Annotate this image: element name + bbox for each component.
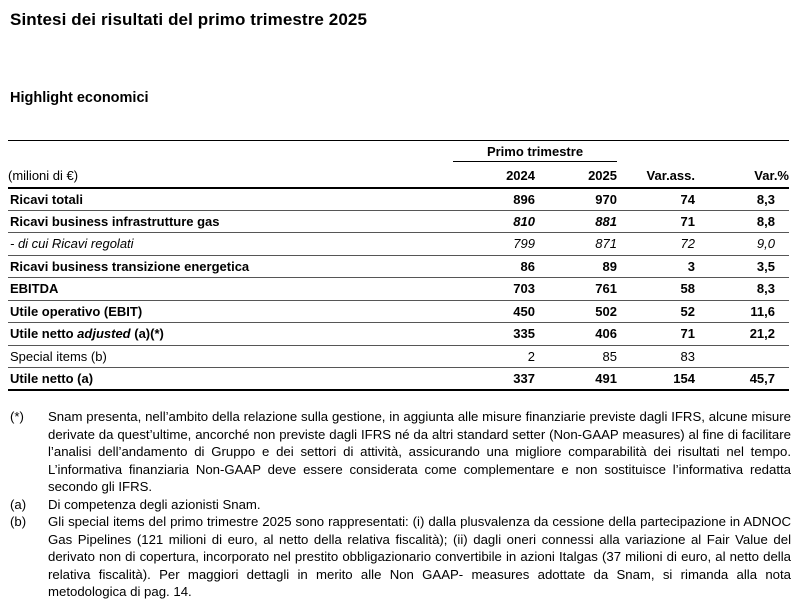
cell-var-abs: 72 bbox=[680, 236, 695, 252]
cell-var-abs: 71 bbox=[680, 213, 695, 229]
cell-var-abs: 154 bbox=[673, 371, 695, 386]
column-header-var-abs: Var.ass. bbox=[646, 167, 695, 183]
cell-2024: 799 bbox=[513, 236, 535, 252]
table-row-utile-netto-adjusted bbox=[8, 323, 789, 346]
column-header-2024: 2024 bbox=[506, 167, 535, 183]
cell-2025: 970 bbox=[595, 191, 617, 207]
cell-2024: 335 bbox=[513, 326, 535, 342]
cell-2025: 406 bbox=[595, 326, 617, 342]
cell-var-abs: 83 bbox=[680, 348, 695, 364]
cell-2025: 881 bbox=[595, 213, 617, 229]
cell-var-abs: 58 bbox=[680, 281, 695, 297]
cell-var-pct: 3,5 bbox=[756, 258, 775, 274]
cell-2024: 896 bbox=[513, 191, 535, 207]
label-adjusted: adjusted bbox=[77, 326, 131, 342]
footnote-text: Di competenza degli azionisti Snam. bbox=[48, 496, 261, 512]
cell-2024: 703 bbox=[513, 281, 535, 297]
cell-2024: 86 bbox=[520, 258, 535, 274]
table-row-ricavi-regolati bbox=[8, 233, 789, 256]
footnote-azionisti bbox=[10, 496, 791, 514]
cell-var-pct: 8,3 bbox=[756, 191, 775, 207]
cell-var-pct bbox=[695, 345, 789, 368]
spacer-cell bbox=[695, 141, 789, 162]
table-group-header-row bbox=[8, 141, 789, 162]
table-row-ricavi-transizione-energetica bbox=[8, 255, 789, 278]
row-label: - di cui Ricavi regolati bbox=[10, 236, 134, 252]
column-header-2025: 2025 bbox=[588, 167, 617, 183]
label-suffix: (a)(*) bbox=[130, 326, 164, 342]
cell-var-pct: 21,2 bbox=[749, 326, 775, 342]
cell-var-abs: 52 bbox=[680, 303, 695, 319]
footnote-marker: (*) bbox=[10, 409, 24, 424]
cell-var-pct: 9,0 bbox=[756, 236, 775, 252]
cell-2025: 871 bbox=[595, 236, 617, 252]
footnote-special-items bbox=[10, 513, 791, 601]
cell-var-pct: 8,8 bbox=[756, 213, 775, 229]
cell-var-abs: 3 bbox=[687, 258, 695, 274]
page-title: Sintesi dei risultati del primo trimestre 2025 bbox=[10, 10, 368, 29]
row-label: EBITDA bbox=[10, 281, 59, 297]
group-header-primo-trimestre: Primo trimestre bbox=[453, 141, 617, 162]
cell-2024: 450 bbox=[513, 303, 535, 319]
spacer-cell bbox=[617, 141, 695, 162]
row-label: Utile operativo (EBIT) bbox=[10, 303, 143, 319]
column-header-var-pct: Var.% bbox=[754, 167, 789, 183]
table-row-special-items bbox=[8, 345, 789, 368]
cell-var-pct: 8,3 bbox=[756, 281, 775, 297]
footnote-marker: (b) bbox=[10, 514, 27, 529]
row-label: Special items (b) bbox=[10, 348, 107, 364]
cell-2025: 502 bbox=[595, 303, 617, 319]
row-label: Ricavi business transizione energetica bbox=[10, 258, 250, 274]
cell-2024: 810 bbox=[513, 213, 535, 229]
footnote-marker: (a) bbox=[10, 496, 27, 512]
footnotes-section bbox=[10, 408, 791, 601]
row-label: Ricavi business infrastrutture gas bbox=[10, 213, 220, 229]
table-row-utile-operativo-ebit bbox=[8, 300, 789, 323]
cell-2024: 337 bbox=[513, 371, 535, 386]
row-label bbox=[8, 323, 453, 346]
table-column-header-row bbox=[8, 162, 789, 188]
label-prefix: Utile netto bbox=[10, 326, 78, 342]
results-table bbox=[8, 140, 789, 391]
cell-2025: 491 bbox=[595, 371, 617, 386]
row-label: Utile netto (a) bbox=[10, 371, 94, 386]
cell-2025: 85 bbox=[602, 348, 617, 364]
unit-label: (milioni di €) bbox=[8, 167, 79, 183]
spacer-cell bbox=[8, 141, 453, 162]
cell-var-abs: 71 bbox=[680, 326, 695, 342]
cell-var-abs: 74 bbox=[680, 191, 695, 207]
table-row-utile-netto bbox=[8, 368, 789, 391]
table-row-ebitda bbox=[8, 278, 789, 301]
cell-2025: 89 bbox=[602, 258, 617, 274]
cell-var-pct: 11,6 bbox=[750, 303, 775, 319]
cell-2025: 761 bbox=[595, 281, 617, 297]
cell-2024: 2 bbox=[527, 348, 535, 364]
cell-var-pct: 45,7 bbox=[749, 371, 775, 386]
footnote-text: Snam presenta, nell’ambito della relazione sulla gestione, in aggiunta alle misure finanziarie previste dagli IFRS, alcune misure derivate da quest’ultime, ancorché non previste dagli IFRS né da altri standard setter (Non-GAAP measures) al fine di facilitare l’analisi dell’andamento di Gruppo e dei settori di attività, assicurando una migliore comparabilità dei risultati nel tempo. L’informativa finanziaria Non-GAAP deve essere considerata come complementare e non sostituisce l’informativa redatta secondo gli IFRS. bbox=[48, 409, 791, 494]
footnote-text: Gli special items del primo trimestre 2025 sono rappresentati: (i) dalla plusvalenza da cessione della partecipazione in ADNOC Gas Pipelines (121 milioni di euro, al netto della relativa fiscalità); (ii) dagli oneri connessi alla variazione al Fair Value del derivato non di copertura, incorporato nel prestito obbligazionario convertibile in azioni Italgas (37 milioni di euro, al netto della relativa fiscalità). Per maggiori dettagli in merito alle Non GAAP- measures adottate da Snam, si rimanda alla nota metodologica di pag. 14. bbox=[48, 514, 791, 599]
table-row-ricavi-infrastrutture-gas bbox=[8, 210, 789, 233]
footnote-non-gaap bbox=[10, 408, 791, 496]
row-label: Ricavi totali bbox=[10, 191, 83, 207]
table-row-ricavi-totali bbox=[8, 188, 789, 211]
section-heading: Highlight economici bbox=[10, 90, 149, 106]
